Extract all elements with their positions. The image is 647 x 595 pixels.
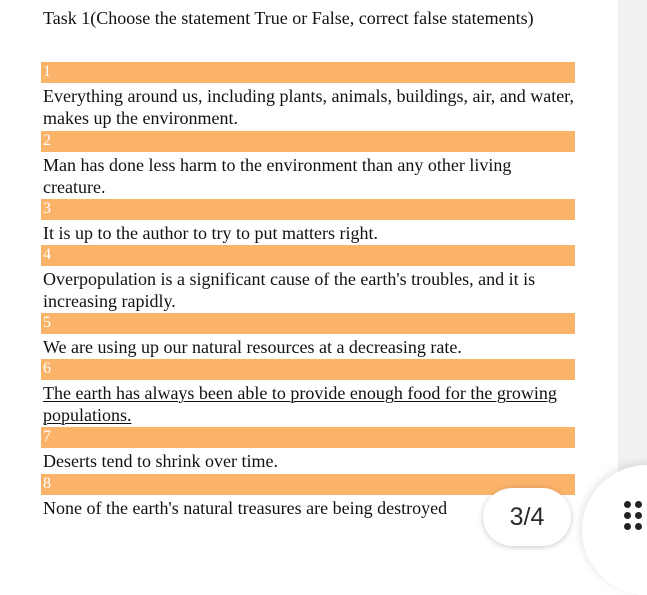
dot: [624, 512, 631, 519]
number-band: [41, 131, 575, 152]
statement-number: 4: [43, 246, 51, 263]
dot: [624, 501, 631, 508]
statement-text: Man has done less harm to the environment than any other living creature.: [43, 155, 512, 197]
dot: [635, 512, 642, 519]
statement-text: None of the earth's natural treasures are being destroyed: [43, 498, 448, 518]
statement-number: 5: [43, 314, 51, 331]
statement-text: Overpopulation is a significant cause of the earth's troubles, and it is increasing rapidly.: [43, 269, 536, 311]
number-band: [41, 199, 575, 220]
dot: [624, 523, 631, 530]
statement-text: We are using up our natural resources at a decreasing rate.: [43, 337, 462, 357]
number-band: [41, 427, 575, 448]
statement-number: 7: [43, 428, 51, 445]
number-band: [41, 245, 575, 266]
number-band: [41, 62, 575, 83]
task-title: Task 1(Choose the statement True or False, correct false statements): [43, 8, 534, 28]
dot: [635, 501, 642, 508]
statement-text: Everything around us, including plants, animals, buildings, air, and water, makes up the environment.: [43, 86, 574, 128]
statement-text: The earth has always been able to provide enough food for the growing populations.: [43, 383, 557, 425]
statement-text: Deserts tend to shrink over time.: [43, 451, 278, 471]
dots-grid-icon[interactable]: [622, 498, 646, 534]
statement-number: 6: [43, 360, 51, 377]
number-band: [41, 359, 575, 380]
page-indicator[interactable]: 3/4: [483, 488, 571, 546]
statement-number: 3: [43, 200, 51, 217]
number-band: [41, 474, 575, 495]
statement-number: 2: [43, 132, 51, 149]
statement-number: 8: [43, 475, 51, 492]
number-band: [41, 313, 575, 334]
statement-text: It is up to the author to try to put matters right.: [43, 223, 378, 243]
dot: [635, 523, 642, 530]
statement-number: 1: [43, 63, 51, 80]
